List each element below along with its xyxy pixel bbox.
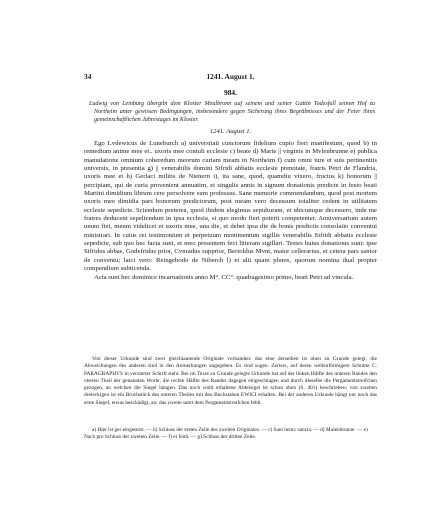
document-number: 984.	[224, 88, 237, 97]
document-dateline: 1241. August 1.	[209, 128, 252, 135]
body-paragraph: Ego Lvdewicus de Luneburch a) universitati cunctorum fidelium cupio fieri manifestum, quod b) in remedium anime mee et.. uxoris mee contuli ecclesie c) beate d) Marie || virginis in Mvlenbrunne e) publica manudatione omnium coheredum meorum curiam meam in Northeim f) cum omni iure et suis pertinentiis universis, in presentia g) || venerabilis domini Sifridi abbatis ecclesie prenotate, fratris Petri de Flandria, uxoris mee et h) Gerlaci militis de Nienern i), ita sane, quod, quamdiu vixero, fructus k) bonorum || percipiam, qui de curia provenient annuatim, et singulis annis in signum donationis predicte in festo beati Martini dimidium librum cere persolvere sum professus. Sane memorie commendandum, quod post mortem uxoris mee dimidia pars bonorum predictorum, post meam vero decessum totaliter cedent in utilitatem ecclesie sepedicte. Sciendum preterea, quod ibidem elegimus sepulturam, et ubicumque decessero, inde me fratres deducent sepeliendum in ipsa ecclesia, si quo modo fieri poterit competenter. Anniversarium autem unum fiet, meum videlicet et uxoris mee, una die, et debet ipsa die de bonis predictis consolatio conventui ministrari. In cuius rei testimonium et perpetuum monimentum sigillis venerabilis Sifridi abbatis ecclesie sepedicte, sub quo hec facta sunt, et meo presentem feci litteram sigillari. Testes huius donationis sunt: ipse Sifridus abbas, Godefridus prior, Cvnradus supprior, Bertoldus Mvnt, maior cellerarius, et cetera pars sanior de conventu; laici vero: Reingebodo de Niberch l) et alii quam plures, quorum nomina dual propter compendium subticenda.	[84, 140, 377, 273]
document-regest: Ludwig von Leinburg übergibt dem Kloster Meulbronn auf seinem und seiner Gattin Todesfall seinen Hof zu Northeim unter gewissen Bedingungen, insbesondere gegen Sicherung ihres Begräbnisses und der Feier ihres gemeinschaftlichen Jahrestages im Kloster.	[89, 101, 375, 124]
running-head	[84, 72, 377, 82]
editorial-notes	[84, 356, 377, 407]
page-number: 34	[84, 72, 92, 81]
variants-paragraph: a) Hier ist ger eingesetzt. — b) Schluss der ersten Zeile des zweiten Originales. — c) Sant heim: sancta. — d) Mulenbrunne. — e) Nach pro Schluss der zweiten Zeile. — f) et feith. — g) Schluss der dritten Zeile.	[84, 427, 368, 441]
variant-readings	[84, 427, 377, 441]
notes-paragraph: Von dieser Urkunde sind zwei gleichlautende Originale vorhanden: das eine derselben ist oben zu Grunde gelegt, die Abweichungen des anderen sind in den Anmerkungen angegeben. Es sind sogen. Zerters, auf deren wellenförmigem Schnitte C. PARAGRAPHVS in verzierter Schrift steht. Bei im Texte zu Grunde gelegte Urkunde hat auf der linken Hälfte des unteren Randes den oberen Theil der genannten Worte, die rechte Hälfte des Randes dagegen eingeschlagen und durch dieselbe die Pergamentstreifchen gezogen, an welchen die Siegel hängen. Das noch wohl erhaltene Abteisigel ist schon oben (S. 401) beschrieben; von zweiten dreieckigen ist ein Bruchstück des unteren Theiles mit den Buchstaben EWICI erhalten. Bei der anderen Urkunde hängt nur noch das erste Siegel, etwas beschädigt, an; das zweite samt dem Pergamentstreifchen fehlt.	[84, 356, 377, 406]
running-title: 1241. August 1.	[206, 72, 255, 81]
body-paragraph: Acta sunt hec dominice incarnationis anno M°. CC°. quadragesimo primo, beati Petri ad vincula.	[94, 273, 354, 281]
document-body	[84, 140, 377, 282]
